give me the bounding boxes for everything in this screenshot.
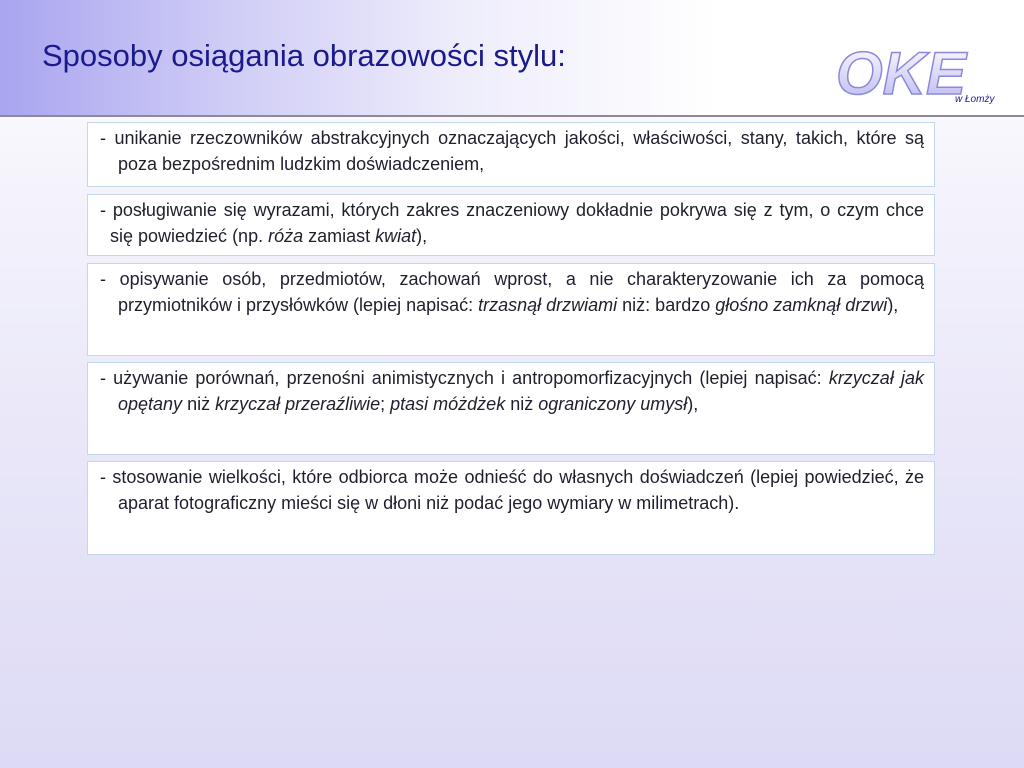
text-box-4 [87,362,935,455]
text-box-1 [87,122,935,187]
italic-example-text: ptasi móżdżek [390,393,506,414]
item-text-4 [100,366,924,417]
item-text-segment: ), [887,294,899,315]
text-box-5 [87,461,935,555]
item-text-segment: niż [182,393,216,414]
item-text-segment: zamiast [303,225,376,246]
item-text-segment: ; [380,393,391,414]
item-text-5 [100,465,924,516]
italic-example-text: krzyczał przeraźliwie [215,393,381,414]
item-text-segment: niż [505,393,539,414]
item-text-segment: - stosowanie wielkości, które odbiorca może odnieść do własnych doświadczeń (lepiej powiedzieć, że aparat fotograficzny mieści się w dłoni niż podać jego wymiary w milimetrach). [100,467,924,513]
logo-subtitle: w Łomży [955,94,995,105]
item-text-segment: ), [687,393,699,414]
header-divider [0,115,1024,117]
slide-title: Sposoby osiągania obrazowości stylu: [42,38,566,73]
item-text-segment: - unikanie rzeczowników abstrakcyjnych oznaczających jakości, właściwości, stany, takich, które są poza bezpośrednim ludzkim doświadczeniem, [100,128,924,174]
italic-example-text: ograniczony umysł [538,393,688,414]
item-text-3 [100,267,924,318]
italic-example-text: róża [268,225,304,246]
text-box-2 [87,194,935,256]
item-text-2 [100,198,924,249]
text-box-3 [87,263,935,356]
item-text-segment: niż: bardzo [617,294,716,315]
logo-text: OKE [836,48,967,107]
item-text-segment: - używanie porównań, przenośni animistycznych i antropomorfizacyjnych (lepiej napisać: [100,368,829,388]
item-text-segment: ), [416,225,428,246]
italic-example-text: kwiat [375,225,417,246]
italic-example-text: głośno zamknął drzwi [715,294,888,315]
italic-example-text: trzasnął drzwiami [478,294,618,315]
item-text-1 [100,126,924,177]
item-text-segment: - posługiwanie się wyrazami, których zakres znaczeniowy dokładnie pokrywa się z tym, o czym chce się powiedzieć (np. [100,200,924,246]
italic-example-text: krzyczał jak opętany [118,368,924,414]
item-text-segment: - opisywanie osób, przedmiotów, zachowań wprost, a nie charakteryzowanie ich za pomocą przymiotników i przysłówków (lepiej napisać: [100,269,924,315]
